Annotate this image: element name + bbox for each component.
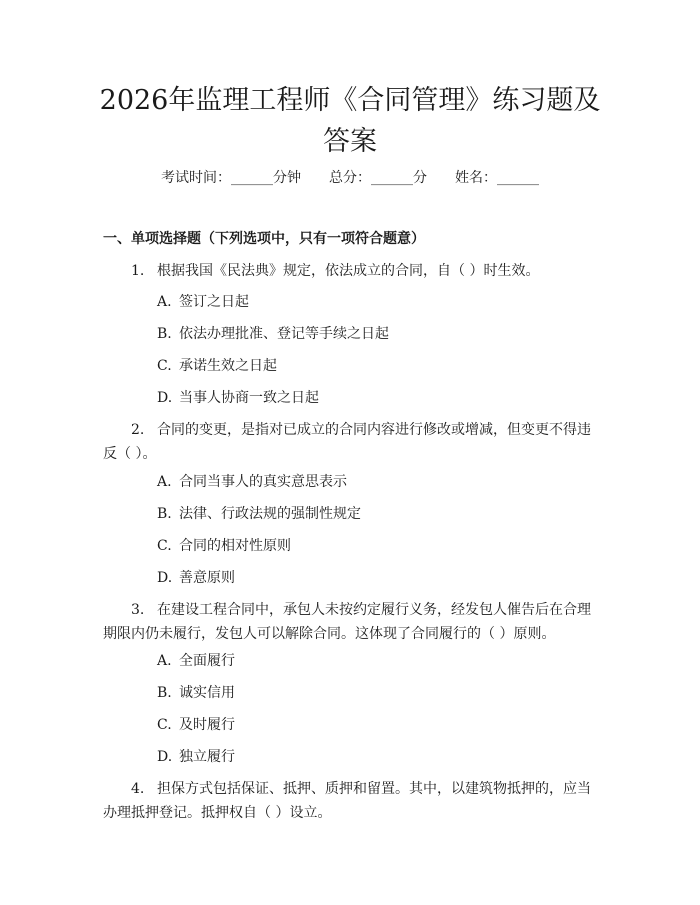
question-number: 1. (131, 263, 145, 279)
option-letter: D. (157, 749, 173, 765)
option-2a (157, 472, 347, 492)
option-3a (157, 651, 235, 671)
option-text: 依法办理批准、登记等手续之日起 (179, 326, 389, 342)
option-text: 承诺生效之日起 (179, 358, 277, 374)
option-3d (157, 747, 235, 767)
option-letter: D. (157, 570, 173, 586)
total-score: 总分：______分 (329, 170, 427, 186)
question-1 (103, 259, 600, 283)
student-name: 姓名：______ (455, 170, 539, 186)
option-text: 独立履行 (179, 749, 235, 765)
question-text: 根据我国《民法典》规定，依法成立的合同，自（ ）时生效。 (157, 263, 540, 279)
question-number: 2. (131, 422, 145, 438)
option-3b (157, 683, 235, 703)
option-text: 诚实信用 (179, 685, 235, 701)
exam-time: 考试时间：______分钟 (161, 170, 301, 186)
option-text: 合同的相对性原则 (179, 538, 291, 554)
option-text: 当事人协商一致之日起 (179, 390, 319, 406)
option-1a (157, 292, 249, 312)
option-letter: B. (157, 685, 172, 701)
question-text: 合同的变更，是指对已成立的合同内容进行修改或增减，但变更不得违反（ ）。 (103, 422, 591, 462)
option-letter: B. (157, 506, 172, 522)
document-title: 2026年监理工程师《合同管理》练习题及答案 (99, 85, 601, 157)
section-title: 一、单项选择题（下列选项中，只有一项符合题意） (103, 231, 425, 247)
option-text: 法律、行政法规的强制性规定 (179, 506, 361, 522)
option-text: 签订之日起 (179, 294, 249, 310)
option-letter: C. (157, 538, 172, 554)
option-3c (157, 715, 235, 735)
option-letter: A. (157, 294, 172, 310)
question-number: 4. (131, 781, 145, 797)
exam-info-row (0, 168, 700, 188)
option-text: 善意原则 (179, 570, 235, 586)
option-1d (157, 388, 319, 408)
option-text: 及时履行 (179, 717, 235, 733)
option-letter: C. (157, 358, 172, 374)
option-text: 全面履行 (179, 653, 235, 669)
option-letter: C. (157, 717, 172, 733)
option-letter: A. (157, 653, 172, 669)
question-2 (103, 418, 600, 466)
option-2c (157, 536, 291, 556)
question-number: 3. (131, 602, 145, 618)
option-text: 合同当事人的真实意思表示 (179, 474, 347, 490)
option-2b (157, 504, 361, 524)
question-text: 担保方式包括保证、抵押、质押和留置。其中，以建筑物抵押的，应当办理抵押登记。抵押权自（ ）设立。 (103, 781, 591, 821)
option-1c (157, 356, 277, 376)
question-text: 在建设工程合同中，承包人未按约定履行义务，经发包人催告后在合理期限内仍未履行，发包人可以解除合同。这体现了合同履行的（ ）原则。 (103, 602, 591, 642)
option-letter: A. (157, 474, 172, 490)
question-3 (103, 598, 600, 646)
option-2d (157, 568, 235, 588)
option-1b (157, 324, 389, 344)
option-letter: B. (157, 326, 172, 342)
option-letter: D. (157, 390, 173, 406)
question-4 (103, 777, 600, 825)
